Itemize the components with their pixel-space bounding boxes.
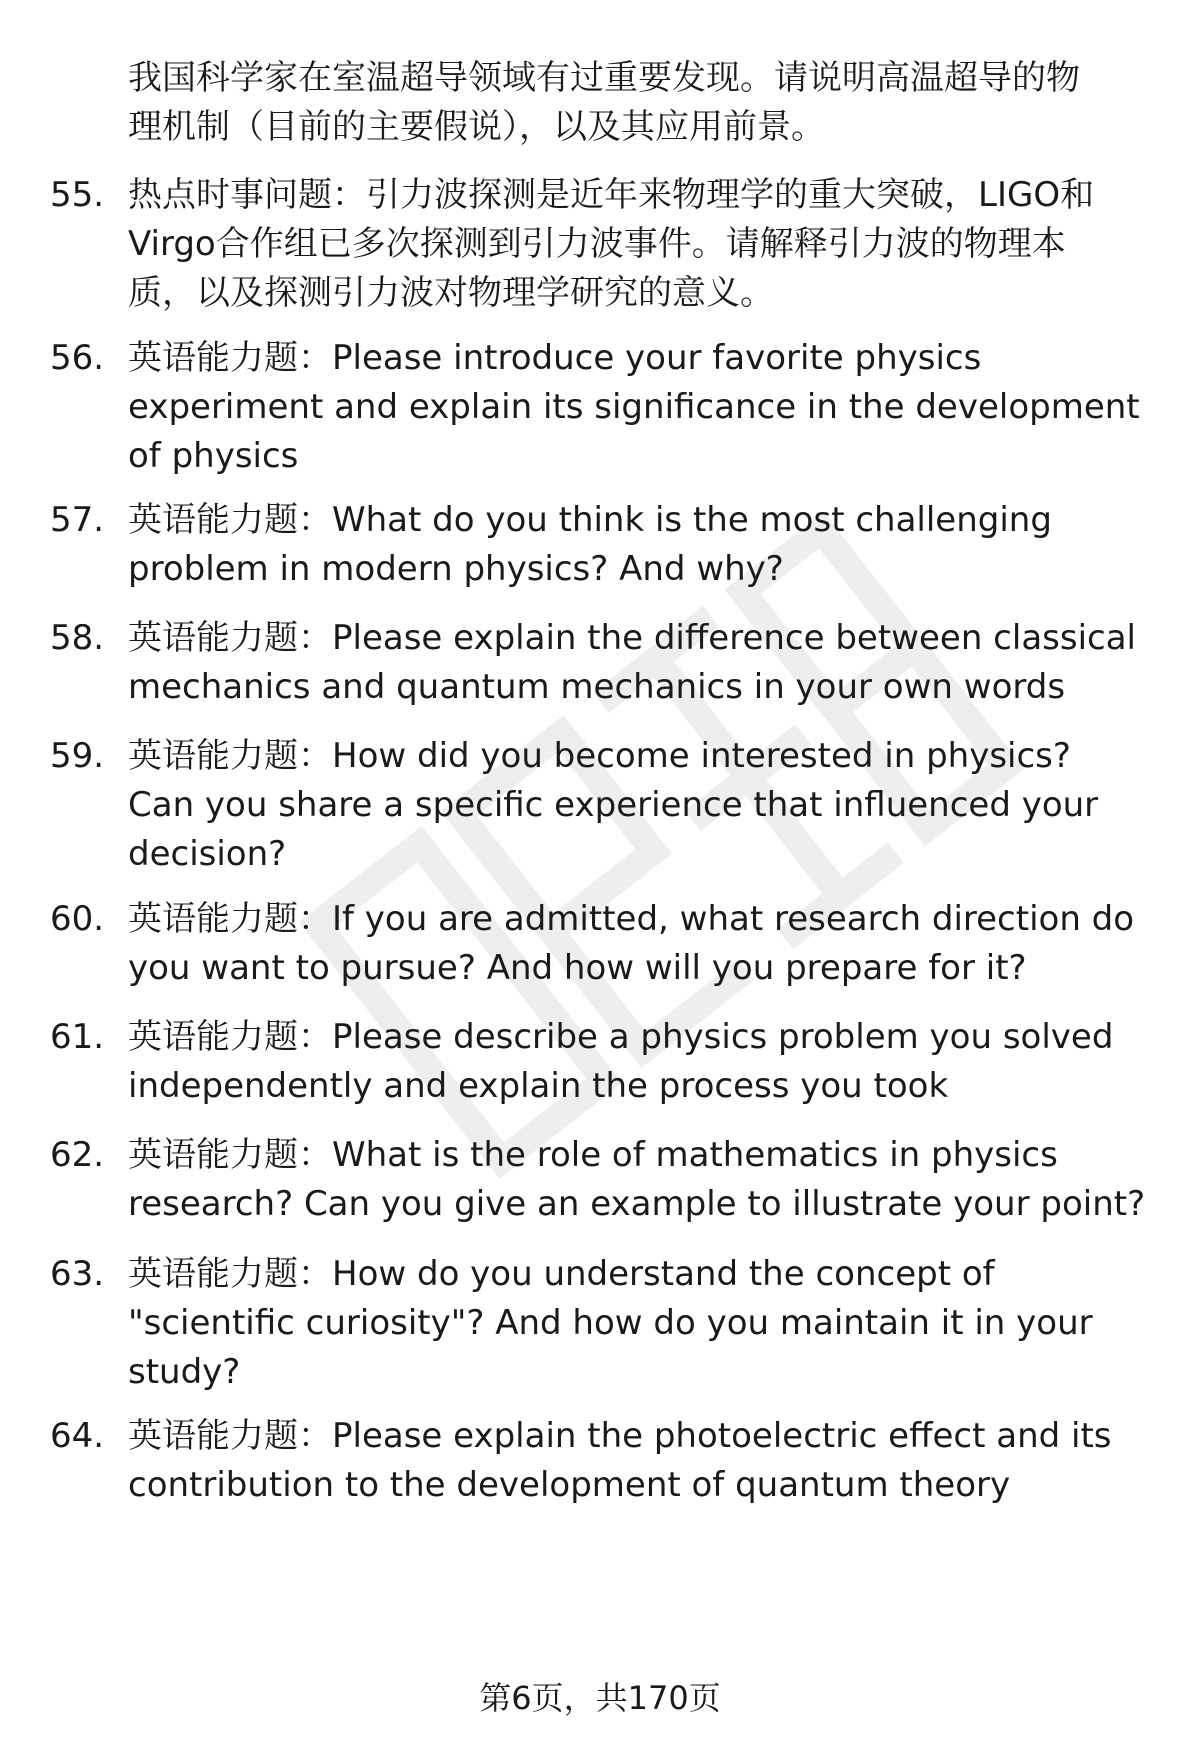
text-line: study? xyxy=(128,1352,241,1392)
text-line: 英语能力题：What is the role of mathematics in physics xyxy=(128,1135,1058,1175)
text-line: Virgo合作组已多次探测到引力波事件。请解释引力波的物理本 xyxy=(128,224,1066,264)
text-line: 英语能力题：How did you become interested in physics? xyxy=(128,736,1071,776)
text-line: research? Can you give an example to illustrate your point? xyxy=(128,1184,1146,1224)
question-number: 63. xyxy=(50,1254,105,1294)
text-line: 英语能力题：What do you think is the most challenging xyxy=(128,500,1052,540)
question-number: 59. xyxy=(50,736,105,776)
text-line: mechanics and quantum mechanics in your own words xyxy=(128,667,1066,707)
page-footer: 第6页，共170页 xyxy=(479,1679,721,1717)
question-text xyxy=(128,1013,1158,1111)
text-line: 质，以及探测引力波对物理学研究的意义。 xyxy=(128,273,774,313)
text-line: 我国科学家在室温超导领域有过重要发现。请说明高温超导的物 xyxy=(128,58,1080,98)
question-text xyxy=(128,1412,1158,1510)
question-text xyxy=(128,895,1158,993)
question-number: 55. xyxy=(50,175,105,215)
question-text xyxy=(128,496,1158,594)
question-number: 61. xyxy=(50,1017,105,1057)
question-text xyxy=(128,171,1158,318)
text-line: independently and explain the process you took xyxy=(128,1066,949,1106)
text-line: 英语能力题：Please explain the difference between classical xyxy=(128,618,1136,658)
text-line: experiment and explain its significance in the development xyxy=(128,387,1140,427)
text-line: problem in modern physics? And why? xyxy=(128,549,784,589)
text-line: 热点时事问题：引力波探测是近年来物理学的重大突破，LIGO和 xyxy=(128,175,1095,215)
text-line: Can you share a specific experience that influenced your xyxy=(128,785,1099,825)
question-number: 58. xyxy=(50,618,105,658)
text-line: of physics xyxy=(128,436,299,476)
text-line: 英语能力题：Please describe a physics problem you solved xyxy=(128,1017,1114,1057)
question-number: 56. xyxy=(50,338,105,378)
text-line: 理机制（目前的主要假说），以及其应用前景。 xyxy=(128,107,825,147)
text-line: 英语能力题：Please explain the photoelectric effect and its xyxy=(128,1416,1112,1456)
question-text xyxy=(128,732,1158,879)
question-text xyxy=(128,614,1158,712)
intro-text xyxy=(128,54,1158,152)
question-text xyxy=(128,334,1158,481)
text-line: contribution to the development of quantum theory xyxy=(128,1465,1011,1505)
question-number: 60. xyxy=(50,899,105,939)
text-line: you want to pursue? And how will you prepare for it? xyxy=(128,948,1027,988)
question-number: 64. xyxy=(50,1416,105,1456)
text-line: 英语能力题：If you are admitted, what research direction do xyxy=(128,899,1135,939)
question-text xyxy=(128,1131,1158,1229)
question-number: 57. xyxy=(50,500,105,540)
text-line: "scientific curiosity"? And how do you maintain it in your xyxy=(128,1303,1093,1343)
text-line: 英语能力题：Please introduce your favorite physics xyxy=(128,338,982,378)
text-line: decision? xyxy=(128,834,287,874)
question-number: 62. xyxy=(50,1135,105,1175)
question-text xyxy=(128,1250,1158,1397)
text-line: 英语能力题：How do you understand the concept of xyxy=(128,1254,995,1294)
